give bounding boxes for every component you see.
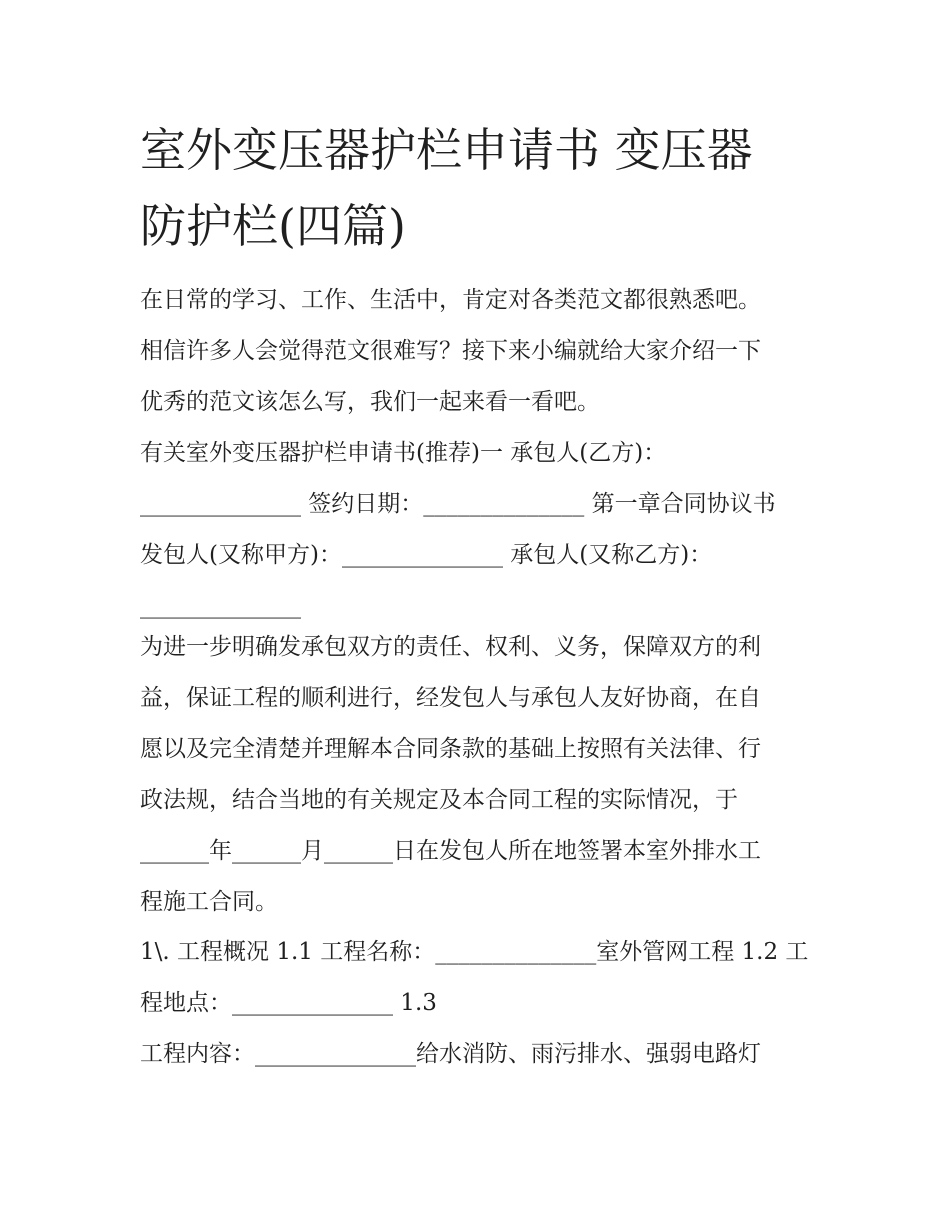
text-line: 在日常的学习、工作、生活中，肯定对各类范文都很熟悉吧。 (140, 287, 761, 313)
text-line: 愿以及完全清楚并理解本合同条款的基础上按照有关法律、行 (140, 736, 761, 762)
project-overview-paragraph (140, 927, 830, 1029)
title-line: 室外变压器护栏申请书 变压器 (140, 123, 753, 177)
contract-preamble-paragraph (140, 622, 830, 928)
text-line: 有关室外变压器护栏申请书(推荐)一 承包人(乙方)： (140, 440, 667, 466)
text-line: 程施工合同。 (140, 889, 278, 915)
text-line: 工程内容：______________给水消防、雨污排水、强弱电路灯 (140, 1041, 761, 1067)
title-line: 防护栏(四篇) (140, 199, 406, 253)
text-line: 发包人(又称甲方)：______________ 承包人(又称乙方)： (140, 542, 713, 568)
text-line: 1\. 工程概况 1.1 工程名称：______________室外管网工程 1.2 工 (140, 939, 809, 965)
document-title (140, 112, 830, 264)
intro-paragraph (140, 275, 830, 428)
contract-header-paragraph (140, 428, 830, 632)
text-line: 程地点：______________ 1.3 (140, 990, 437, 1016)
text-line: ______________ (140, 593, 301, 619)
project-content-paragraph (140, 1029, 830, 1080)
text-line: 益，保证工程的顺利进行，经发包人与承包人友好协商，在自 (140, 685, 761, 711)
text-line: 为进一步明确发承包双方的责任、权利、义务，保障双方的利 (140, 634, 761, 660)
text-line: 政法规，结合当地的有关规定及本合同工程的实际情况，于 (140, 787, 738, 813)
text-line: ______年______月______日在发包人所在地签署本室外排水工 (140, 838, 761, 864)
text-line: 相信许多人会觉得范文很难写？接下来小编就给大家介绍一下 (140, 338, 761, 364)
text-line: ______________ 签约日期：______________ 第一章合同协议书 (140, 491, 776, 517)
text-line: 优秀的范文该怎么写，我们一起来看一看吧。 (140, 389, 600, 415)
